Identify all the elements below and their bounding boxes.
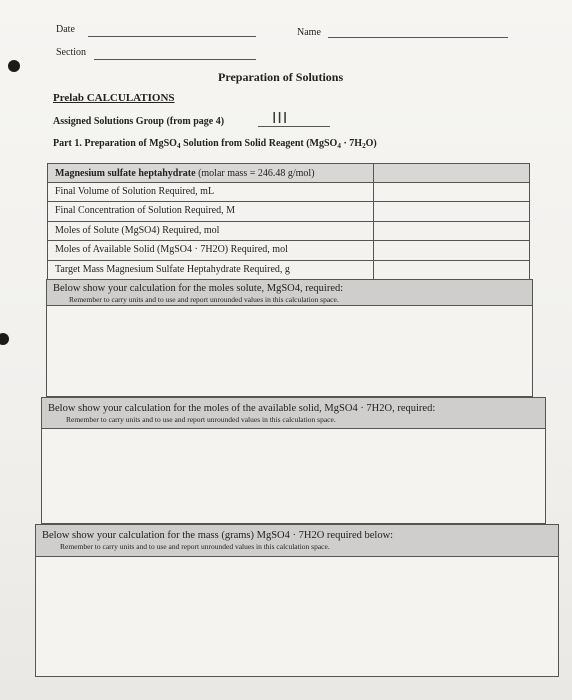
table-row-label: Final Concentration of Solution Required, M xyxy=(48,202,374,221)
assigned-group-label: Assigned Solutions Group (from page 4) xyxy=(53,116,225,127)
target-mass-input[interactable] xyxy=(374,261,529,279)
assigned-group-field[interactable] xyxy=(258,126,330,127)
table-row-label: Final Volume of Solution Required, mL xyxy=(48,183,374,201)
table-row-label: Target Mass Magnesium Sulfate Heptahydrate Required, g xyxy=(48,261,374,279)
calc-box-moles-solid[interactable] xyxy=(41,397,546,524)
section-label: Section xyxy=(56,47,86,58)
calc-box-header xyxy=(36,525,558,557)
page-title: Preparation of Solutions xyxy=(218,70,344,84)
table-header-row xyxy=(47,163,530,183)
table-row xyxy=(47,221,530,241)
date-label: Date xyxy=(56,24,75,35)
calc-box-title: Below show your calculation for the moles solute, MgSO4, required: xyxy=(53,283,344,294)
assigned-group-value: III xyxy=(272,109,289,127)
prelab-heading: Prelab CALCULATIONS xyxy=(53,92,175,104)
moles-solid-input[interactable] xyxy=(374,241,529,260)
name-field[interactable] xyxy=(328,37,508,38)
table-row xyxy=(47,240,530,261)
table-row xyxy=(47,260,530,280)
table-row-label: Moles of Solute (MgSO4) Required, mol xyxy=(48,222,374,240)
hole-punch-icon xyxy=(8,60,20,72)
moles-solute-input[interactable] xyxy=(374,222,529,240)
final-concentration-input[interactable] xyxy=(374,202,529,221)
hole-punch-icon xyxy=(0,333,9,345)
part1-heading: Part 1. Preparation of MgSO$_4$ Solution from Solid Reagent (MgSO$_4$ · $7H_2O$) xyxy=(53,138,377,150)
table-row-label: Moles of Available Solid (MgSO4 · 7H2O) Required, mol xyxy=(48,241,374,260)
table-header-label: Magnesium sulfate heptahydrate (molar mass = 246.48 g/mol) xyxy=(48,164,374,182)
section-field[interactable] xyxy=(94,59,256,60)
name-label: Name xyxy=(297,27,321,38)
table-header-value xyxy=(374,164,529,182)
date-field[interactable] xyxy=(88,36,256,37)
calc-box-header xyxy=(42,398,545,429)
table-row xyxy=(47,201,530,222)
calc-box-title: Below show your calculation for the mass (grams) MgSO4 · 7H2O required below: xyxy=(42,530,394,541)
calc-box-note: Remember to carry units and to use and report unrounded values in this calculation space. xyxy=(69,295,339,304)
calc-box-title: Below show your calculation for the moles of the available solid, MgSO4 · 7H2O, required: xyxy=(48,403,436,414)
calc-box-mass[interactable] xyxy=(35,524,559,677)
table-row xyxy=(47,182,530,202)
calc-box-note: Remember to carry units and to use and report unrounded values in this calculation space. xyxy=(66,415,336,424)
calc-box-header xyxy=(47,280,532,306)
final-volume-input[interactable] xyxy=(374,183,529,201)
calc-box-note: Remember to carry units and to use and report unrounded values in this calculation space. xyxy=(60,542,330,551)
calc-box-moles-solute[interactable] xyxy=(46,279,533,397)
